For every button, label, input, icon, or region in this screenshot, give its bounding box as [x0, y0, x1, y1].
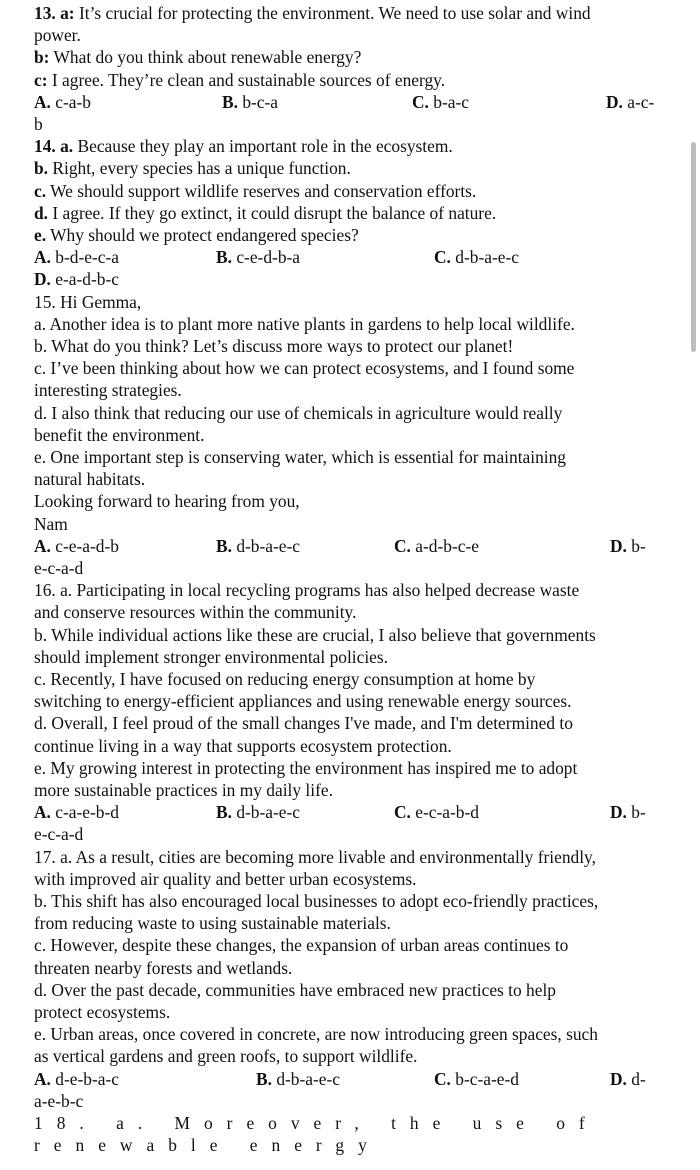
q13-option-c[interactable]: C. b-a-c [412, 91, 469, 112]
q14-line-b: b. Right, every species has a unique function. [34, 158, 351, 179]
q17-line-b-cont: from reducing waste to using sustainable materials. [34, 913, 391, 934]
q17-line-c: c. However, despite these changes, the expansion of urban areas continues to [34, 935, 569, 956]
q17-line-e-cont: as vertical gardens and green roofs, to support wildlife. [34, 1046, 418, 1067]
q15-line-d-cont: benefit the environment. [34, 424, 205, 445]
q15-signature: Nam [34, 513, 68, 534]
q15-option-a[interactable]: A. c-e-a-d-b [34, 535, 119, 556]
q16-line-e: e. My growing interest in protecting the environment has inspired me to adopt [34, 757, 578, 778]
q16-line-d: d. Overall, I feel proud of the small changes I've made, and I'm determined to [34, 713, 573, 734]
q17-option-a[interactable]: A. d-e-b-a-c [34, 1068, 119, 1089]
q14-options-row2 [34, 268, 666, 290]
q17-option-b[interactable]: B. d-b-a-e-c [256, 1068, 341, 1089]
q17-option-d-wrap: a-e-b-c [34, 1090, 84, 1111]
q16-line-e-cont: more sustainable practices in my daily life. [34, 780, 333, 801]
q15-line-e-cont: natural habitats. [34, 469, 146, 490]
q16-line-b-cont: should implement stronger environmental policies. [34, 646, 389, 667]
question-15 [34, 291, 666, 580]
q16-option-b[interactable]: B. d-b-a-e-c [216, 802, 301, 823]
q14-option-a[interactable]: A. b-d-e-c-a [34, 247, 119, 268]
q13-option-d-wrap: b [34, 114, 43, 134]
q13-option-d[interactable]: D. a-c- [606, 91, 655, 112]
q16-option-c[interactable]: C. e-c-a-b-d [394, 802, 479, 823]
q17-line-a-cont: with improved air quality and better urban ecosystems. [34, 868, 417, 889]
q17-line-a: 17. a. As a result, cities are becoming more livable and environmentally friendly, [34, 846, 596, 867]
q13-line-a: 13. a: It’s crucial for protecting the environment. We need to use solar and wind [34, 3, 591, 23]
q16-line-a-cont: and conserve resources within the community. [34, 602, 357, 623]
q15-line-c: c. I’ve been thinking about how we can protect ecosystems, and I found some [34, 358, 575, 379]
q13-option-a[interactable]: A. c-a-b [34, 91, 91, 112]
q16-option-a[interactable]: A. c-a-e-b-d [34, 802, 119, 823]
q15-line-d: d. I also think that reducing our use of chemicals in agriculture would really [34, 402, 563, 423]
q15-line-b: b. What do you think? Let’s discuss more ways to protect our planet! [34, 336, 514, 356]
q16-line-c-cont: switching to energy-efficient appliances and using renewable energy sources. [34, 691, 572, 712]
vertical-scrollbar[interactable] [691, 142, 696, 352]
q14-line-a: 14. a. Because they play an important role in the ecosystem. [34, 136, 453, 157]
q17-option-c[interactable]: C. b-c-a-e-d [434, 1068, 519, 1089]
question-17 [34, 846, 666, 1112]
worksheet [34, 2, 666, 1112]
q17-line-c-cont: threaten nearby forests and wetlands. [34, 957, 293, 978]
q15-option-d[interactable]: D. b- [610, 535, 646, 556]
q15-line-c-cont: interesting strategies. [34, 380, 182, 401]
q15-option-c[interactable]: C. a-d-b-c-e [394, 535, 479, 556]
q15-line-e: e. One important step is conserving water, which is essential for maintaining [34, 447, 567, 468]
q17-line-b: b. This shift has also encouraged local businesses to adopt eco-friendly practices, [34, 891, 599, 912]
q14-option-c[interactable]: C. d-b-a-e-c [434, 247, 519, 268]
q15-heading: 15. Hi Gemma, [34, 291, 142, 312]
q14-options [34, 246, 666, 268]
q14-option-b[interactable]: B. c-e-d-b-a [216, 247, 301, 268]
q17-line-d-cont: protect ecosystems. [34, 1002, 171, 1023]
question-13 [34, 2, 666, 135]
q15-option-d-wrap: e-c-a-d [34, 558, 84, 579]
q15-line-a: a. Another idea is to plant more native plants in gardens to help local wildlife. [34, 313, 575, 334]
q16-option-d-wrap: e-c-a-d [34, 824, 84, 845]
q13-option-b[interactable]: B. b-c-a [222, 91, 279, 112]
q17-option-d[interactable]: D. d- [610, 1068, 646, 1089]
q16-line-c: c. Recently, I have focused on reducing energy consumption at home by [34, 669, 536, 690]
q14-line-e: e. Why should we protect endangered species? [34, 225, 359, 246]
question-14 [34, 135, 666, 290]
cut-off-next-line: 18. a. Moreover, the use of renewable energy [34, 1113, 599, 1156]
q16-options [34, 801, 666, 823]
q13-options [34, 91, 666, 113]
q13-line-c: c: I agree. They’re clean and sustainable sources of energy. [34, 69, 446, 90]
q16-line-b: b. While individual actions like these are crucial, I also believe that governments [34, 624, 596, 645]
q14-option-d[interactable]: D. e-a-d-b-c [34, 269, 119, 290]
q16-line-a: 16. a. Participating in local recycling programs has also helped decrease waste [34, 580, 580, 601]
question-16 [34, 579, 666, 845]
q17-line-d: d. Over the past decade, communities have embraced new practices to help [34, 979, 556, 1000]
q15-options [34, 535, 666, 557]
q17-line-e: e. Urban areas, once covered in concrete, are now introducing green spaces, such [34, 1024, 598, 1045]
q15-option-b[interactable]: B. d-b-a-e-c [216, 535, 301, 556]
q14-line-c: c. We should support wildlife reserves and conservation efforts. [34, 180, 477, 201]
q15-closing: Looking forward to hearing from you, [34, 491, 300, 512]
q16-option-d[interactable]: D. b- [610, 802, 646, 823]
q13-line-a-cont: power. [34, 25, 81, 46]
q14-line-d: d. I agree. If they go extinct, it could disrupt the balance of nature. [34, 202, 497, 223]
q16-line-d-cont: continue living in a way that supports ecosystem protection. [34, 735, 452, 756]
q13-line-b: b: What do you think about renewable energy? [34, 47, 362, 68]
q17-options [34, 1068, 666, 1090]
